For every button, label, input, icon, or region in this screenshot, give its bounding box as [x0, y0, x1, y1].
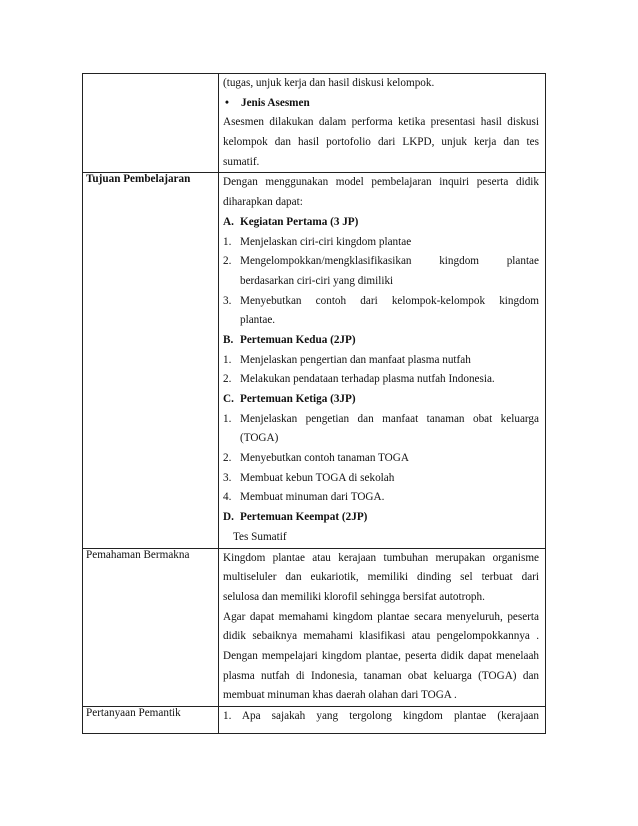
- list-item: [223, 252, 539, 272]
- table-row-learning-objectives: [83, 173, 546, 548]
- section-heading-c: [223, 390, 539, 410]
- objectives-intro-line: diharapkan dapat:: [223, 196, 303, 209]
- item-text: Membuat minuman dari TOGA.: [240, 491, 385, 504]
- list-item: [223, 449, 539, 469]
- item-number: 2.: [223, 373, 232, 386]
- section-heading-b: [223, 331, 539, 351]
- assessment-type-label: Jenis Asesmen: [241, 96, 310, 109]
- paragraph-line: Dengan mempelajari kingdom plantae, peserta didik dapat menelaah: [223, 649, 539, 662]
- assessment-description-line: kelompok dan hasil portofolio dari LKPD, unjuk kerja dan tes: [223, 136, 539, 149]
- paragraph-line: selulosa dan memiliki klorofil sehingga bersifat autotroph.: [223, 590, 485, 603]
- question-line: 1. Apa sajakah yang tergolong kingdom plantae (kerajaan: [223, 710, 539, 722]
- assessment-description-line: Asesmen dilakukan dalam performa ketika presentasi hasil diskusi: [223, 116, 539, 129]
- item-number: 1.: [223, 412, 232, 425]
- assessment-type-heading: [223, 94, 539, 114]
- section-title: Pertemuan Kedua (2JP): [240, 333, 356, 346]
- row-label: [83, 74, 219, 173]
- section-letter: C.: [223, 393, 234, 405]
- section-letter: D.: [223, 511, 234, 524]
- section-title: Pertemuan Ketiga (3JP): [240, 393, 356, 405]
- paragraph-line: didik sebaiknya memahami klasifikasi atau pengelompokkannya .: [223, 630, 539, 643]
- assessment-description-line: sumatif.: [223, 155, 260, 168]
- list-item-continued: (TOGA): [240, 432, 279, 445]
- item-number: 2.: [223, 452, 232, 465]
- summative-test-label: Tes Sumatif: [233, 530, 287, 543]
- item-text: Menjelaskan ciri-ciri kingdom plantae: [240, 235, 412, 248]
- bullet-icon: •: [225, 96, 229, 109]
- section-heading-a: [223, 213, 539, 233]
- row-content-objectives: [219, 173, 546, 548]
- item-text: Mengelompokkan/mengklasifikasikan kingdom plantae: [240, 255, 539, 268]
- list-item-continued: plantae.: [240, 314, 276, 327]
- list-item: [223, 370, 539, 390]
- item-text: Menyebutkan contoh dari kelompok-kelompok kingdom: [240, 294, 539, 307]
- paragraph-line: membuat minuman khas daerah olahan dari TOGA .: [223, 689, 457, 702]
- item-text: Menjelaskan pengetian dan manfaat tanaman obat keluarga: [240, 412, 539, 425]
- row-content-questions: [219, 707, 546, 734]
- row-label: Pemahaman Bermakna: [83, 548, 219, 707]
- row-label: Pertanyaan Pemantik: [83, 707, 219, 734]
- row-label: Tujuan Pembelajaran: [83, 173, 219, 548]
- paragraph-line: plasma nutfah di Indonesia, tanaman obat keluarga (TOGA) dan: [223, 669, 539, 682]
- paragraph-line: multiseluler dan eukariotik, memiliki dinding sel terbuat dari: [223, 571, 539, 584]
- list-item: [223, 488, 539, 508]
- section-heading-d: [223, 508, 539, 528]
- item-number: 3.: [223, 294, 232, 307]
- section-letter: B.: [223, 333, 234, 346]
- table-row-trigger-questions: [83, 707, 546, 734]
- list-item: [223, 351, 539, 371]
- item-number: 1.: [223, 353, 232, 366]
- item-text: Menjelaskan pengertian dan manfaat plasma nutfah: [240, 353, 471, 366]
- section-title: Kegiatan Pertama (3 JP): [240, 215, 359, 228]
- item-number: 4.: [223, 491, 232, 504]
- assessment-continued-text: (tugas, unjuk kerja dan hasil diskusi kelompok.: [223, 77, 435, 89]
- item-text: Menyebutkan contoh tanaman TOGA: [240, 452, 409, 465]
- item-number: 1.: [223, 235, 232, 248]
- table-row-assessment: [83, 74, 546, 173]
- list-item: [223, 233, 539, 253]
- list-item: [223, 292, 539, 312]
- row-content-understanding: [219, 548, 546, 707]
- list-item: [223, 469, 539, 489]
- paragraph-line: Agar dapat memahami kingdom plantae secara menyeluruh, peserta: [223, 610, 539, 623]
- section-title: Pertemuan Keempat (2JP): [240, 511, 368, 524]
- row-content-assessment: [219, 74, 546, 173]
- table-row-meaningful-understanding: [83, 548, 546, 707]
- objectives-intro-line: Dengan menggunakan model pembelajaran inquiri peserta didik: [223, 176, 539, 189]
- list-item-continued: berdasarkan ciri-ciri yang dimiliki: [240, 274, 394, 287]
- lesson-plan-table: [82, 73, 546, 734]
- item-text: Melakukan pendataan terhadap plasma nutfah Indonesia.: [240, 373, 495, 386]
- item-number: 3.: [223, 471, 232, 484]
- paragraph-line: Kingdom plantae atau kerajaan tumbuhan merupakan organisme: [223, 551, 539, 564]
- section-letter: A.: [223, 215, 234, 228]
- item-text: Membuat kebun TOGA di sekolah: [240, 471, 395, 484]
- list-item: [223, 410, 539, 430]
- item-number: 2.: [223, 255, 232, 268]
